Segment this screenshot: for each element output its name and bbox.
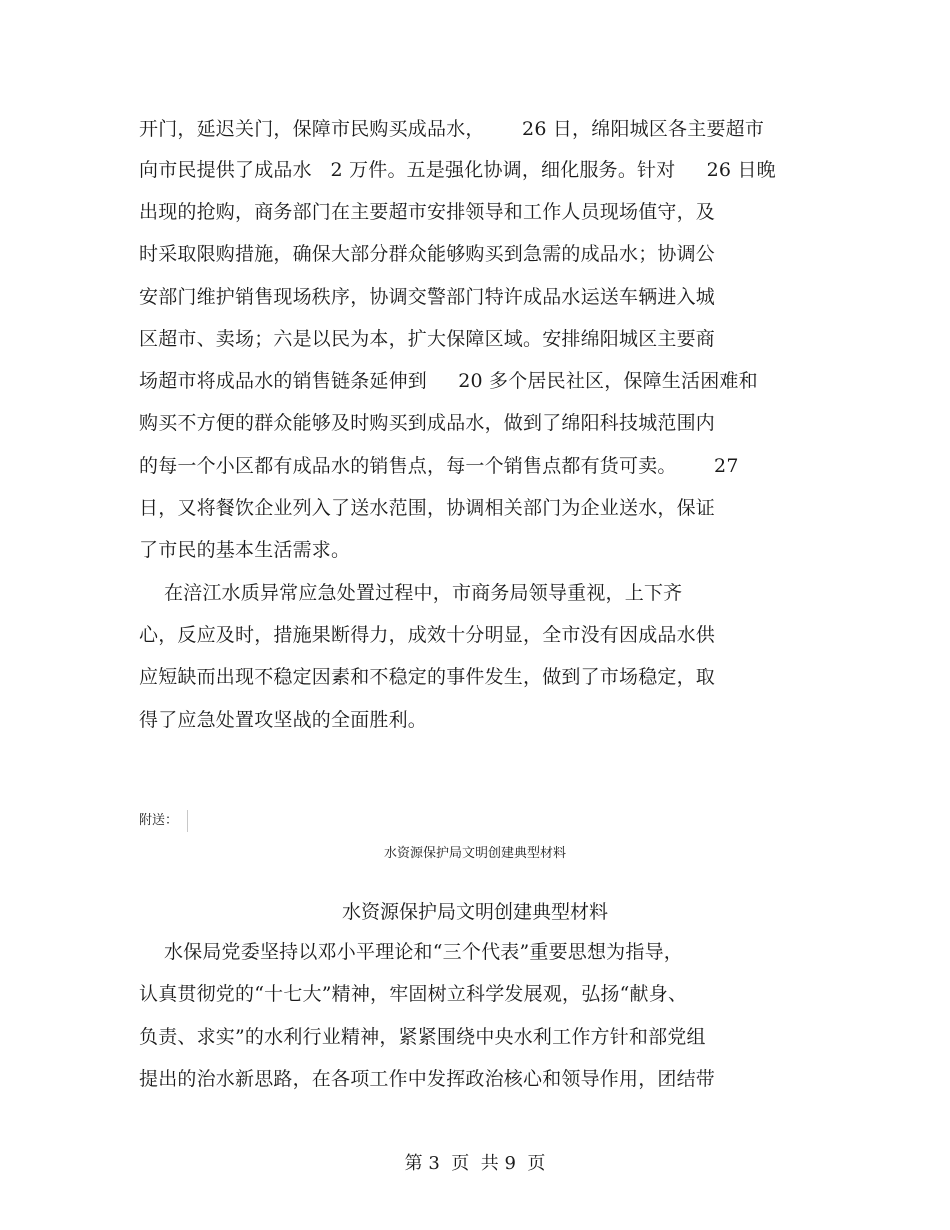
paragraph-1-line-4: 时采取限购措施，确保大部分群众能够购买到急需的成品水；协调公 [139,243,716,265]
paragraph-1-line-8: 购买不方便的群众能够及时购买到成品水，做到了绵阳科技城范围内 [139,412,716,434]
paragraph-1-line-1: 开门，延迟关门，保障市民购买成品水， 26 日，绵阳城区各主要超市 [139,118,765,140]
paragraph-3-line-4: 提出的治水新思路，在各项工作中发挥政治核心和领导作用，团结带 [139,1068,716,1090]
paragraph-1-line-9: 的每一个小区都有成品水的销售点，每一个销售点都有货可卖。 27 [139,455,739,477]
paragraph-1-line-10: 日，又将餐饮企业列入了送水范围，协调相关部门为企业送水，保证 [139,497,716,519]
attachment-divider [187,810,188,832]
paragraph-3-line-3: 负责、求实”的水利行业精神，紧紧围绕中央水利工作方针和部党组 [139,1026,706,1048]
paragraph-1-line-5: 安部门维护销售现场秩序，协调交警部门特许成品水运送车辆进入城 [139,286,716,308]
section-title: 水资源保护局文明创建典型材料 [341,901,608,923]
paragraph-1-line-3: 出现的抢购，商务部门在主要超市安排领导和工作人员现场值守，及 [139,201,716,223]
paragraph-2-line-2: 心，反应及时，措施果断得力，成效十分明显，全市没有因成品水供 [139,624,716,646]
paragraph-1-line-6: 区超市、卖场；六是以民为本，扩大保障区域。安排绵阳城区主要商 [139,328,716,350]
page-footer: 第 3 页 共 9 页 [404,1153,546,1174]
paragraph-1-line-2: 向市民提供了成品水 2 万件。五是强化协调，细化服务。针对 26 日晚 [139,159,776,181]
attachment-label: 附送： [139,813,179,828]
attachment-title: 水资源保护局文明创建典型材料 [383,846,566,861]
paragraph-2-line-1: 在涪江水质异常应急处置过程中，市商务局领导重视，上下齐 [139,582,683,604]
paragraph-1-line-7: 场超市将成品水的销售链条延伸到 20 多个居民社区，保障生活困难和 [139,370,758,392]
paragraph-3-line-1: 水保局党委坚持以邓小平理论和“三个代表”重要思想为指导， [139,941,683,963]
paragraph-3-line-2: 认真贯彻党的“十七大”精神，牢固树立科学发展观，弘扬“献身、 [139,983,688,1005]
paragraph-2-line-4: 得了应急处置攻坚战的全面胜利。 [139,709,428,731]
paragraph-1-line-11: 了市民的基本生活需求。 [139,539,351,561]
paragraph-2-line-3: 应短缺而出现不稳定因素和不稳定的事件发生，做到了市场稳定，取 [139,666,716,688]
